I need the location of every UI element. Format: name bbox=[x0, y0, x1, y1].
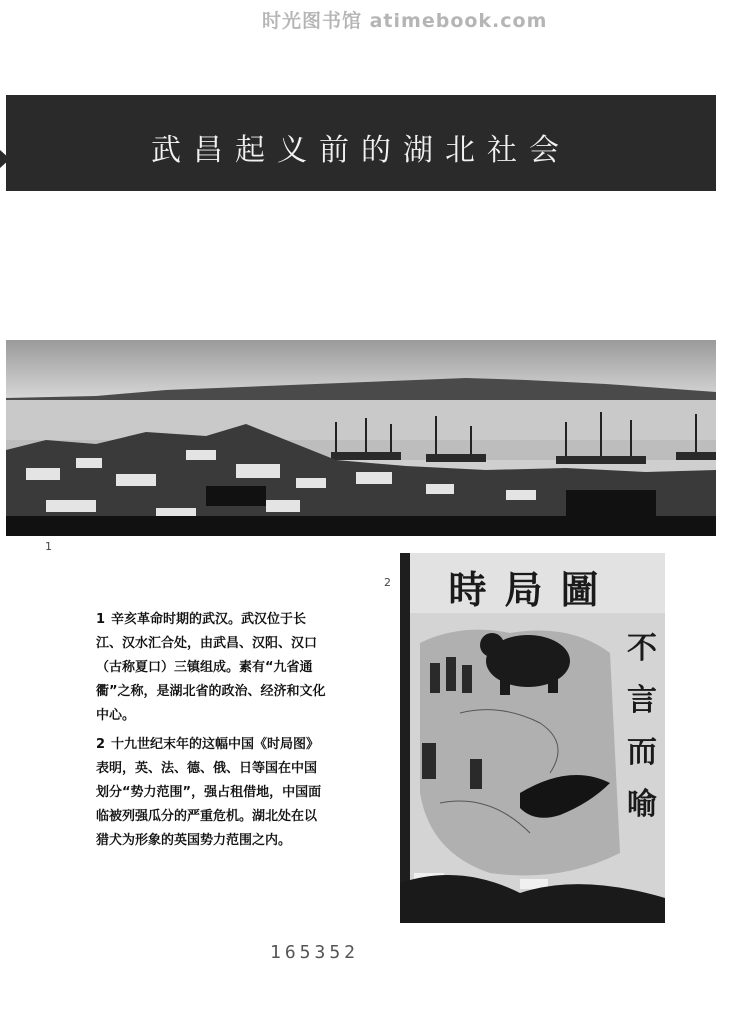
caption-number: 1 bbox=[96, 612, 106, 627]
watermark: 时光图书馆 atimebook.com bbox=[262, 10, 548, 32]
figure-number-2: 2 bbox=[384, 576, 391, 589]
title-banner bbox=[6, 95, 716, 191]
caption-2 bbox=[96, 733, 328, 853]
wuhan-panorama-photo bbox=[6, 340, 716, 536]
poster-side-char: 喻 bbox=[627, 787, 657, 822]
poster-side-char: 不 bbox=[627, 631, 657, 666]
shiju-tu-poster bbox=[400, 553, 665, 923]
poster-title: 時局圖 bbox=[448, 567, 617, 612]
poster-side-char: 而 bbox=[627, 735, 657, 770]
page-number: 165352 bbox=[270, 942, 360, 963]
page-title: 武昌起义前的湖北社会 bbox=[151, 133, 571, 168]
poster-side-text bbox=[625, 623, 659, 831]
caption-text: 辛亥革命时期的武汉。武汉位于长江、汉水汇合处，由武昌、汉阳、汉口（古称夏口）三镇组成。素有“九省通衢”之称，是湖北省的政治、经济和文化中心。 bbox=[96, 612, 326, 723]
caption-text: 十九世纪末年的这幅中国《时局图》表明，英、法、德、俄、日等国在中国划分“势力范围”，强占租借地，中国面临被列强瓜分的严重危机。湖北处在以猎犬为形象的英国势力范围之内。 bbox=[96, 737, 322, 848]
poster-side-char: 言 bbox=[627, 683, 657, 718]
caption-number: 2 bbox=[96, 737, 106, 752]
figure-number-1: 1 bbox=[45, 540, 52, 553]
caption-1 bbox=[96, 608, 328, 728]
